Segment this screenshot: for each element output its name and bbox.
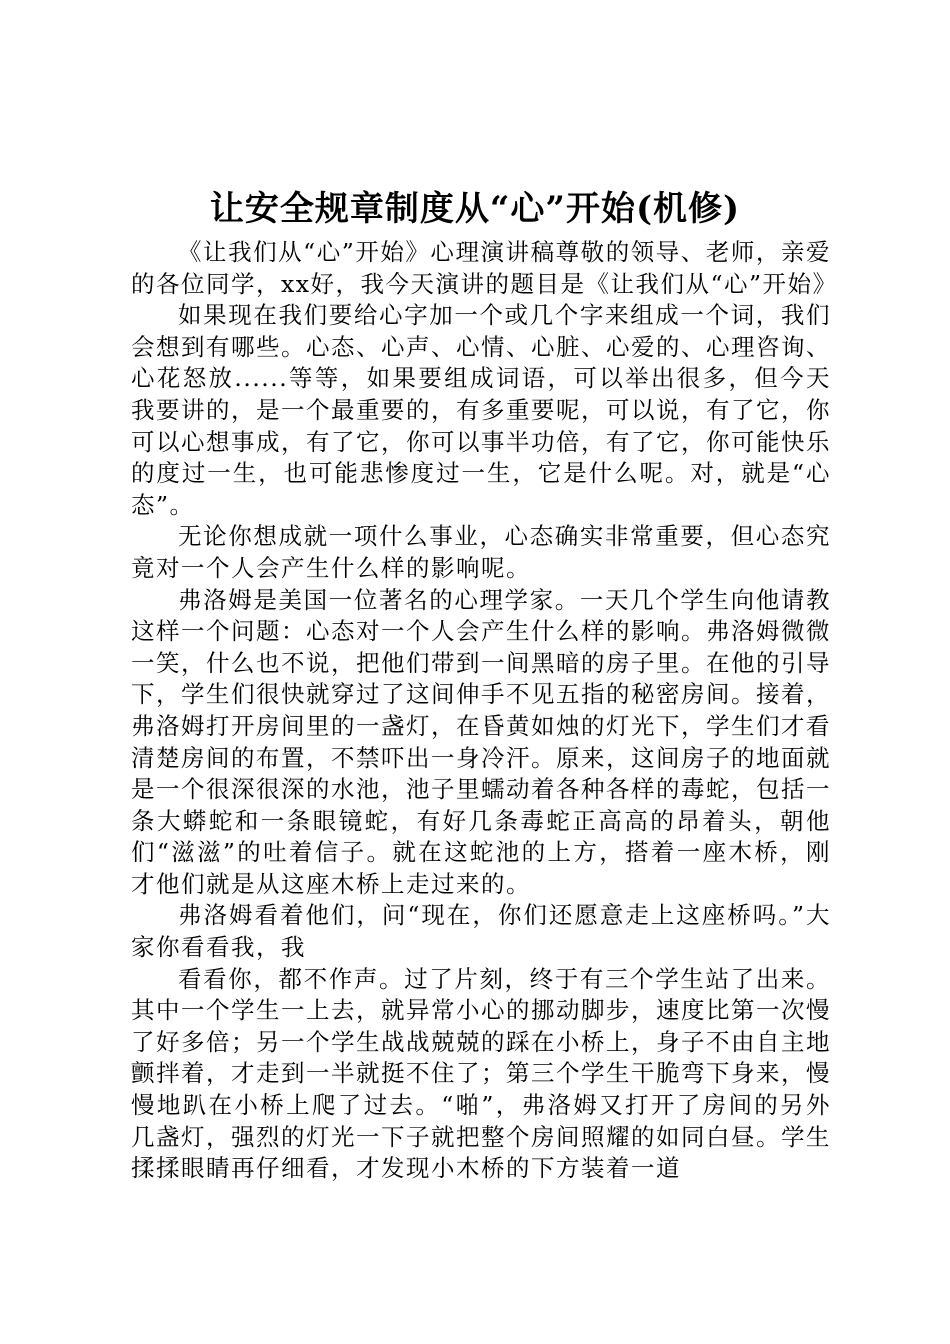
- paragraph: 无论你想成就一项什么事业，心态确实非常重要，但心态究竟对一个人会产生什么样的影响呢。: [131, 522, 831, 582]
- paragraph: 弗洛姆是美国一位著名的心理学家。一天几个学生向他请教这样一个问题：心态对一个人会产生什么样的影响。弗洛姆微微一笑，什么也不说，把他们带到一间黑暗的房子里。在他的引导下，学生们很快就穿过了这间伸手不见五指的秘密房间。接着，弗洛姆打开房间里的一盏灯，在昏黄如烛的灯光下，学生们才看清楚房间的布置，不禁吓出一身冷汗。原来，这间房子的地面就是一个很深很深的水池，池子里蠕动着各种各样的毒蛇，包括一条大蟒蛇和一条眼镜蛇，有好几条毒蛇正高高的昂着头，朝他们“滋滋”的吐着信子。就在这蛇池的上方，搭着一座木桥，刚才他们就是从这座木桥上走过来的。: [131, 585, 831, 898]
- document-title: 让安全规章制度从“心”开始(机修): [209, 189, 741, 229]
- paragraph: 《让我们从“心”开始》心理演讲稿尊敬的领导、老师，亲爱的各位同学，xx好，我今天演讲的题目是《让我们从“心”开始》: [131, 238, 838, 298]
- document-body: [131, 237, 838, 1185]
- paragraph: 看看你，都不作声。过了片刻，终于有三个学生站了出来。其中一个学生一上去，就异常小心的挪动脚步，速度比第一次慢了好多倍；另一个学生战战兢兢的踩在小桥上，身子不由自主地颤拌着，才走到一半就挺不住了；第三个学生干脆弯下身来，慢慢地趴在小桥上爬了过去。“啪”，弗洛姆又打开了房间的另外几盏灯，强烈的灯光一下子就把整个房间照耀的如同白昼。学生揉揉眼睛再仔细看，才发现小木桥的下方装着一道: [131, 964, 831, 1183]
- paragraph: 如果现在我们要给心字加一个或几个字来组成一个词，我们会想到有哪些。心态、心声、心情、心脏、心爱的、心理咨询、心花怒放......等等，如果要组成词语，可以举出很多，但今天我要讲的，是一个最重要的，有多重要呢，可以说，有了它，你可以心想事成，有了它，你可以事半功倍，有了它，你可能快乐的度过一生，也可能悲惨度过一生，它是什么呢。对，就是“心态”。: [131, 301, 831, 519]
- paragraph: 弗洛姆看着他们，问“现在，你们还愿意走上这座桥吗。”大家你看看我，我: [131, 901, 831, 962]
